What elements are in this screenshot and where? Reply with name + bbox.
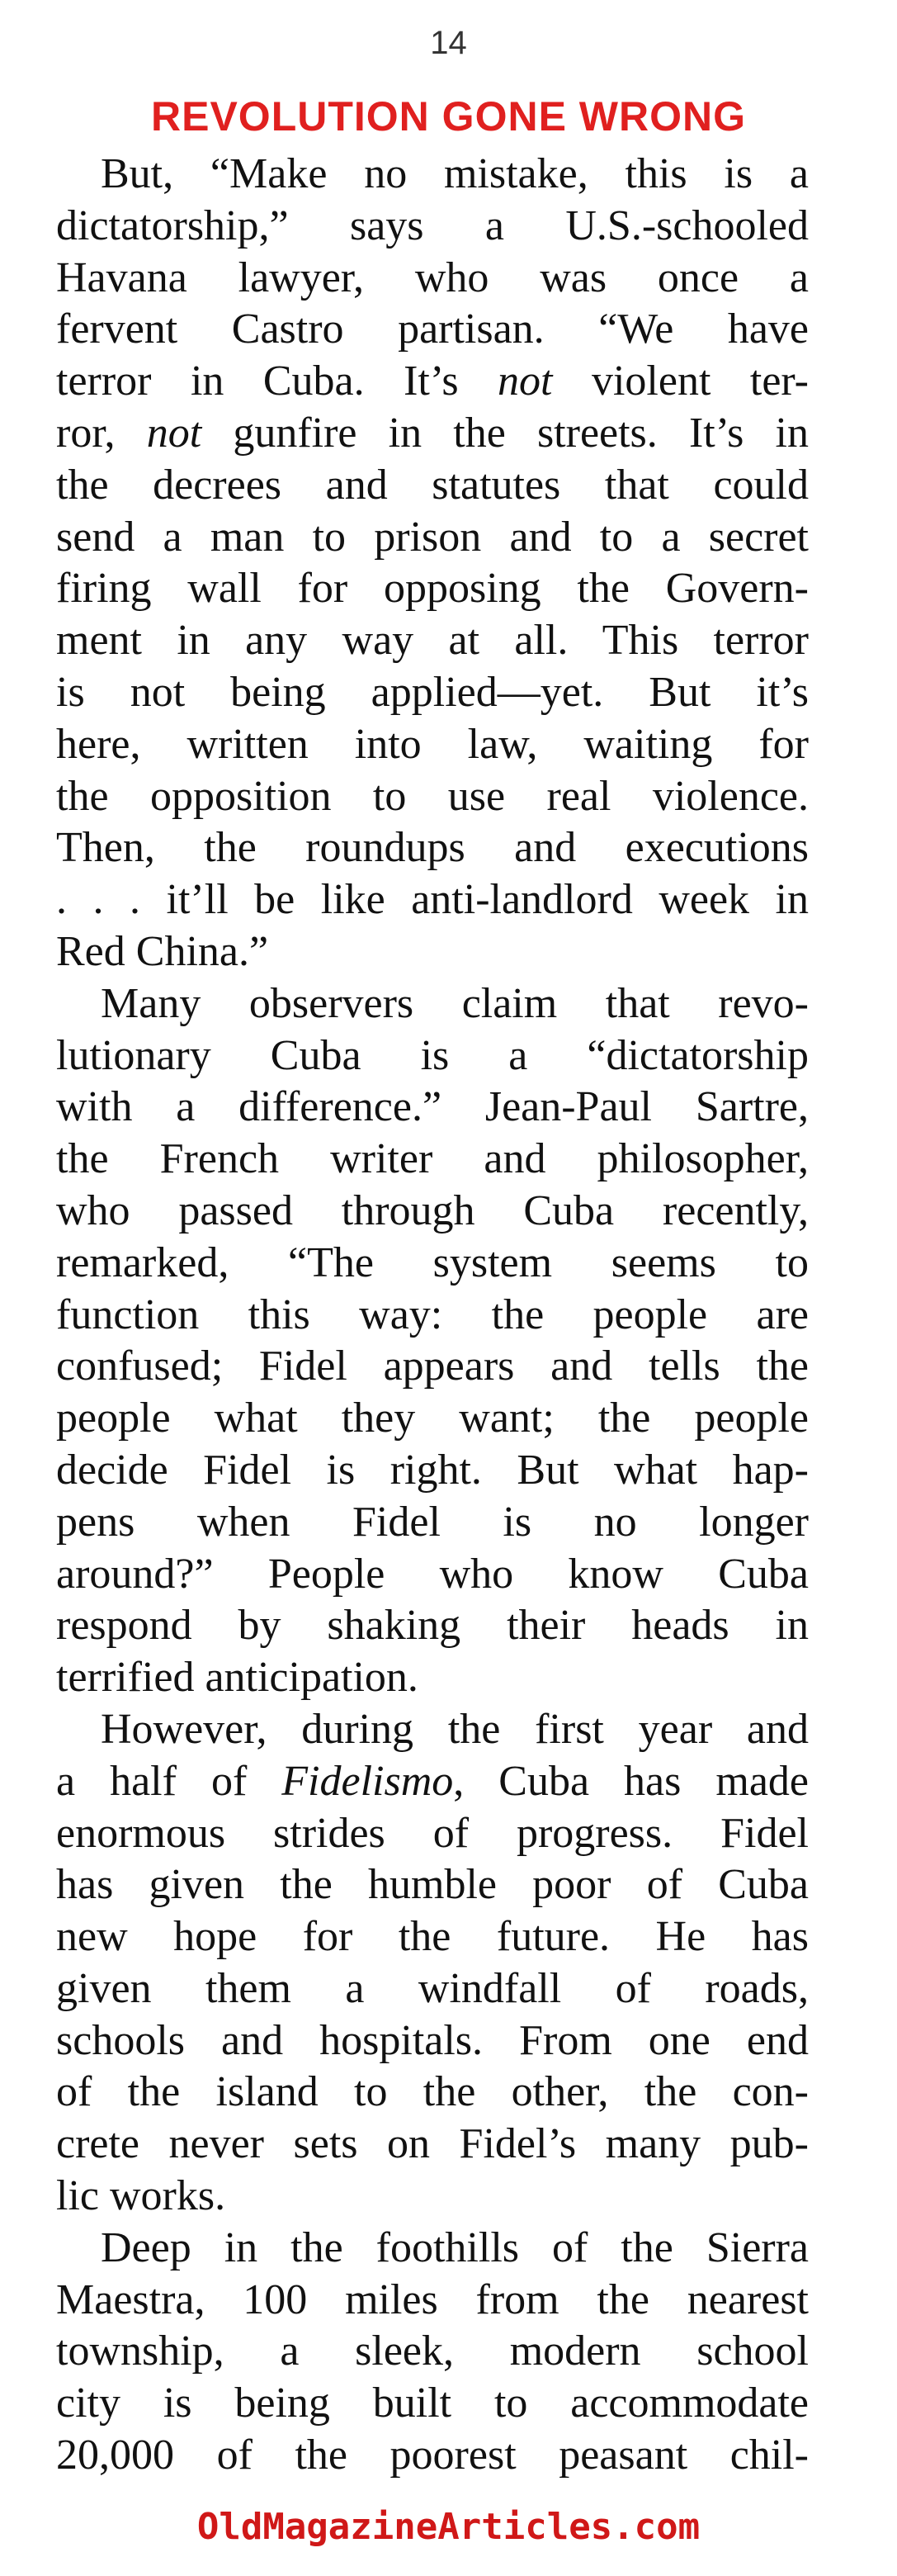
text-line: terrified anticipation. [56, 1654, 418, 1702]
text-line: respond by shaking their heads in [56, 1602, 809, 1650]
text-line: dictatorship,” says a U.S.-schooled [56, 201, 809, 249]
text-line: Many observers claim that revo- [101, 979, 809, 1027]
text-line: has given the humble poor of Cuba [56, 1861, 809, 1909]
text-line: of the island to the other, the con- [56, 2068, 809, 2116]
text-line: 20,000 of the poorest peasant chil- [56, 2432, 809, 2479]
article-body [56, 149, 809, 2482]
text-line: schools and hospitals. From one end [56, 2016, 809, 2064]
text-line: people what they want; the people [56, 1395, 809, 1442]
text-line: function this way: the people are [56, 1290, 809, 1338]
text-line: fervent Castro partisan. “We have [56, 305, 809, 353]
text-line: remarked, “The system seems to [56, 1238, 809, 1286]
text-line: city is being built to accommodate [56, 2379, 809, 2427]
italic-word: not [498, 358, 553, 405]
text-line: is not being applied—yet. But it’s [56, 668, 809, 716]
text-line: Havana lawyer, who was once a [56, 253, 809, 301]
paragraph-1 [56, 149, 809, 978]
text-line: Red China.” [56, 927, 269, 975]
text-line: a half of Fidelismo, Cuba has made [56, 1757, 809, 1805]
text-line: pens when Fidel is no longer [56, 1498, 809, 1546]
text-line: Maestra, 100 miles from the nearest [56, 2275, 809, 2323]
article-headline: REVOLUTION GONE WRONG [151, 93, 746, 140]
text-line: township, a sleek, modern school [56, 2327, 809, 2375]
text-line: with a difference.” Jean-Paul Sartre, [56, 1083, 809, 1131]
text-line: firing wall for opposing the Govern- [56, 565, 809, 613]
text-line: who passed through Cuba recently, [56, 1186, 809, 1234]
paragraph-3 [56, 1704, 809, 2223]
text-line: around?” People who know Cuba [56, 1550, 809, 1598]
text-line: enormous strides of progress. Fidel [56, 1809, 809, 1857]
text-line: new hope for the future. He has [56, 1913, 809, 1961]
text-line: terror in Cuba. It’s not violent ter- [56, 358, 809, 405]
text-line: the decrees and statutes that could [56, 461, 809, 509]
text-line: However, during the first year and [101, 1705, 809, 1753]
text-line: lic works. [56, 2172, 226, 2220]
paragraph-2 [56, 978, 809, 1704]
text-line: lutionary Cuba is a “dictatorship [56, 1031, 809, 1079]
text-line: send a man to prison and to a secret [56, 513, 809, 561]
site-watermark: OldMagazineArticles.com [196, 2506, 701, 2548]
italic-word: not [146, 409, 202, 457]
text-line: crete never sets on Fidel’s many pub- [56, 2120, 809, 2168]
text-line: here, written into law, waiting for [56, 720, 809, 768]
text-line: Deep in the foothills of the Sierra [101, 2223, 809, 2271]
text-line: . . . it’ll be like anti-landlord week in [56, 876, 809, 924]
text-line: confused; Fidel appears and tells the [56, 1342, 809, 1390]
text-line: the opposition to use real violence. [56, 772, 809, 820]
text-line: ment in any way at all. This terror [56, 617, 809, 665]
text-line: given them a windfall of roads, [56, 1964, 809, 2012]
page-number: 14 [430, 25, 467, 61]
text-line: ror, not gunfire in the streets. It’s in [56, 409, 809, 457]
text-line: Then, the roundups and executions [56, 824, 809, 872]
paragraph-4 [56, 2223, 809, 2482]
text-line: the French writer and philosopher, [56, 1135, 809, 1183]
text-line: decide Fidel is right. But what hap- [56, 1446, 809, 1494]
italic-word: Fidelismo [281, 1757, 454, 1805]
text-line: But, “Make no mistake, this is a [101, 150, 809, 197]
